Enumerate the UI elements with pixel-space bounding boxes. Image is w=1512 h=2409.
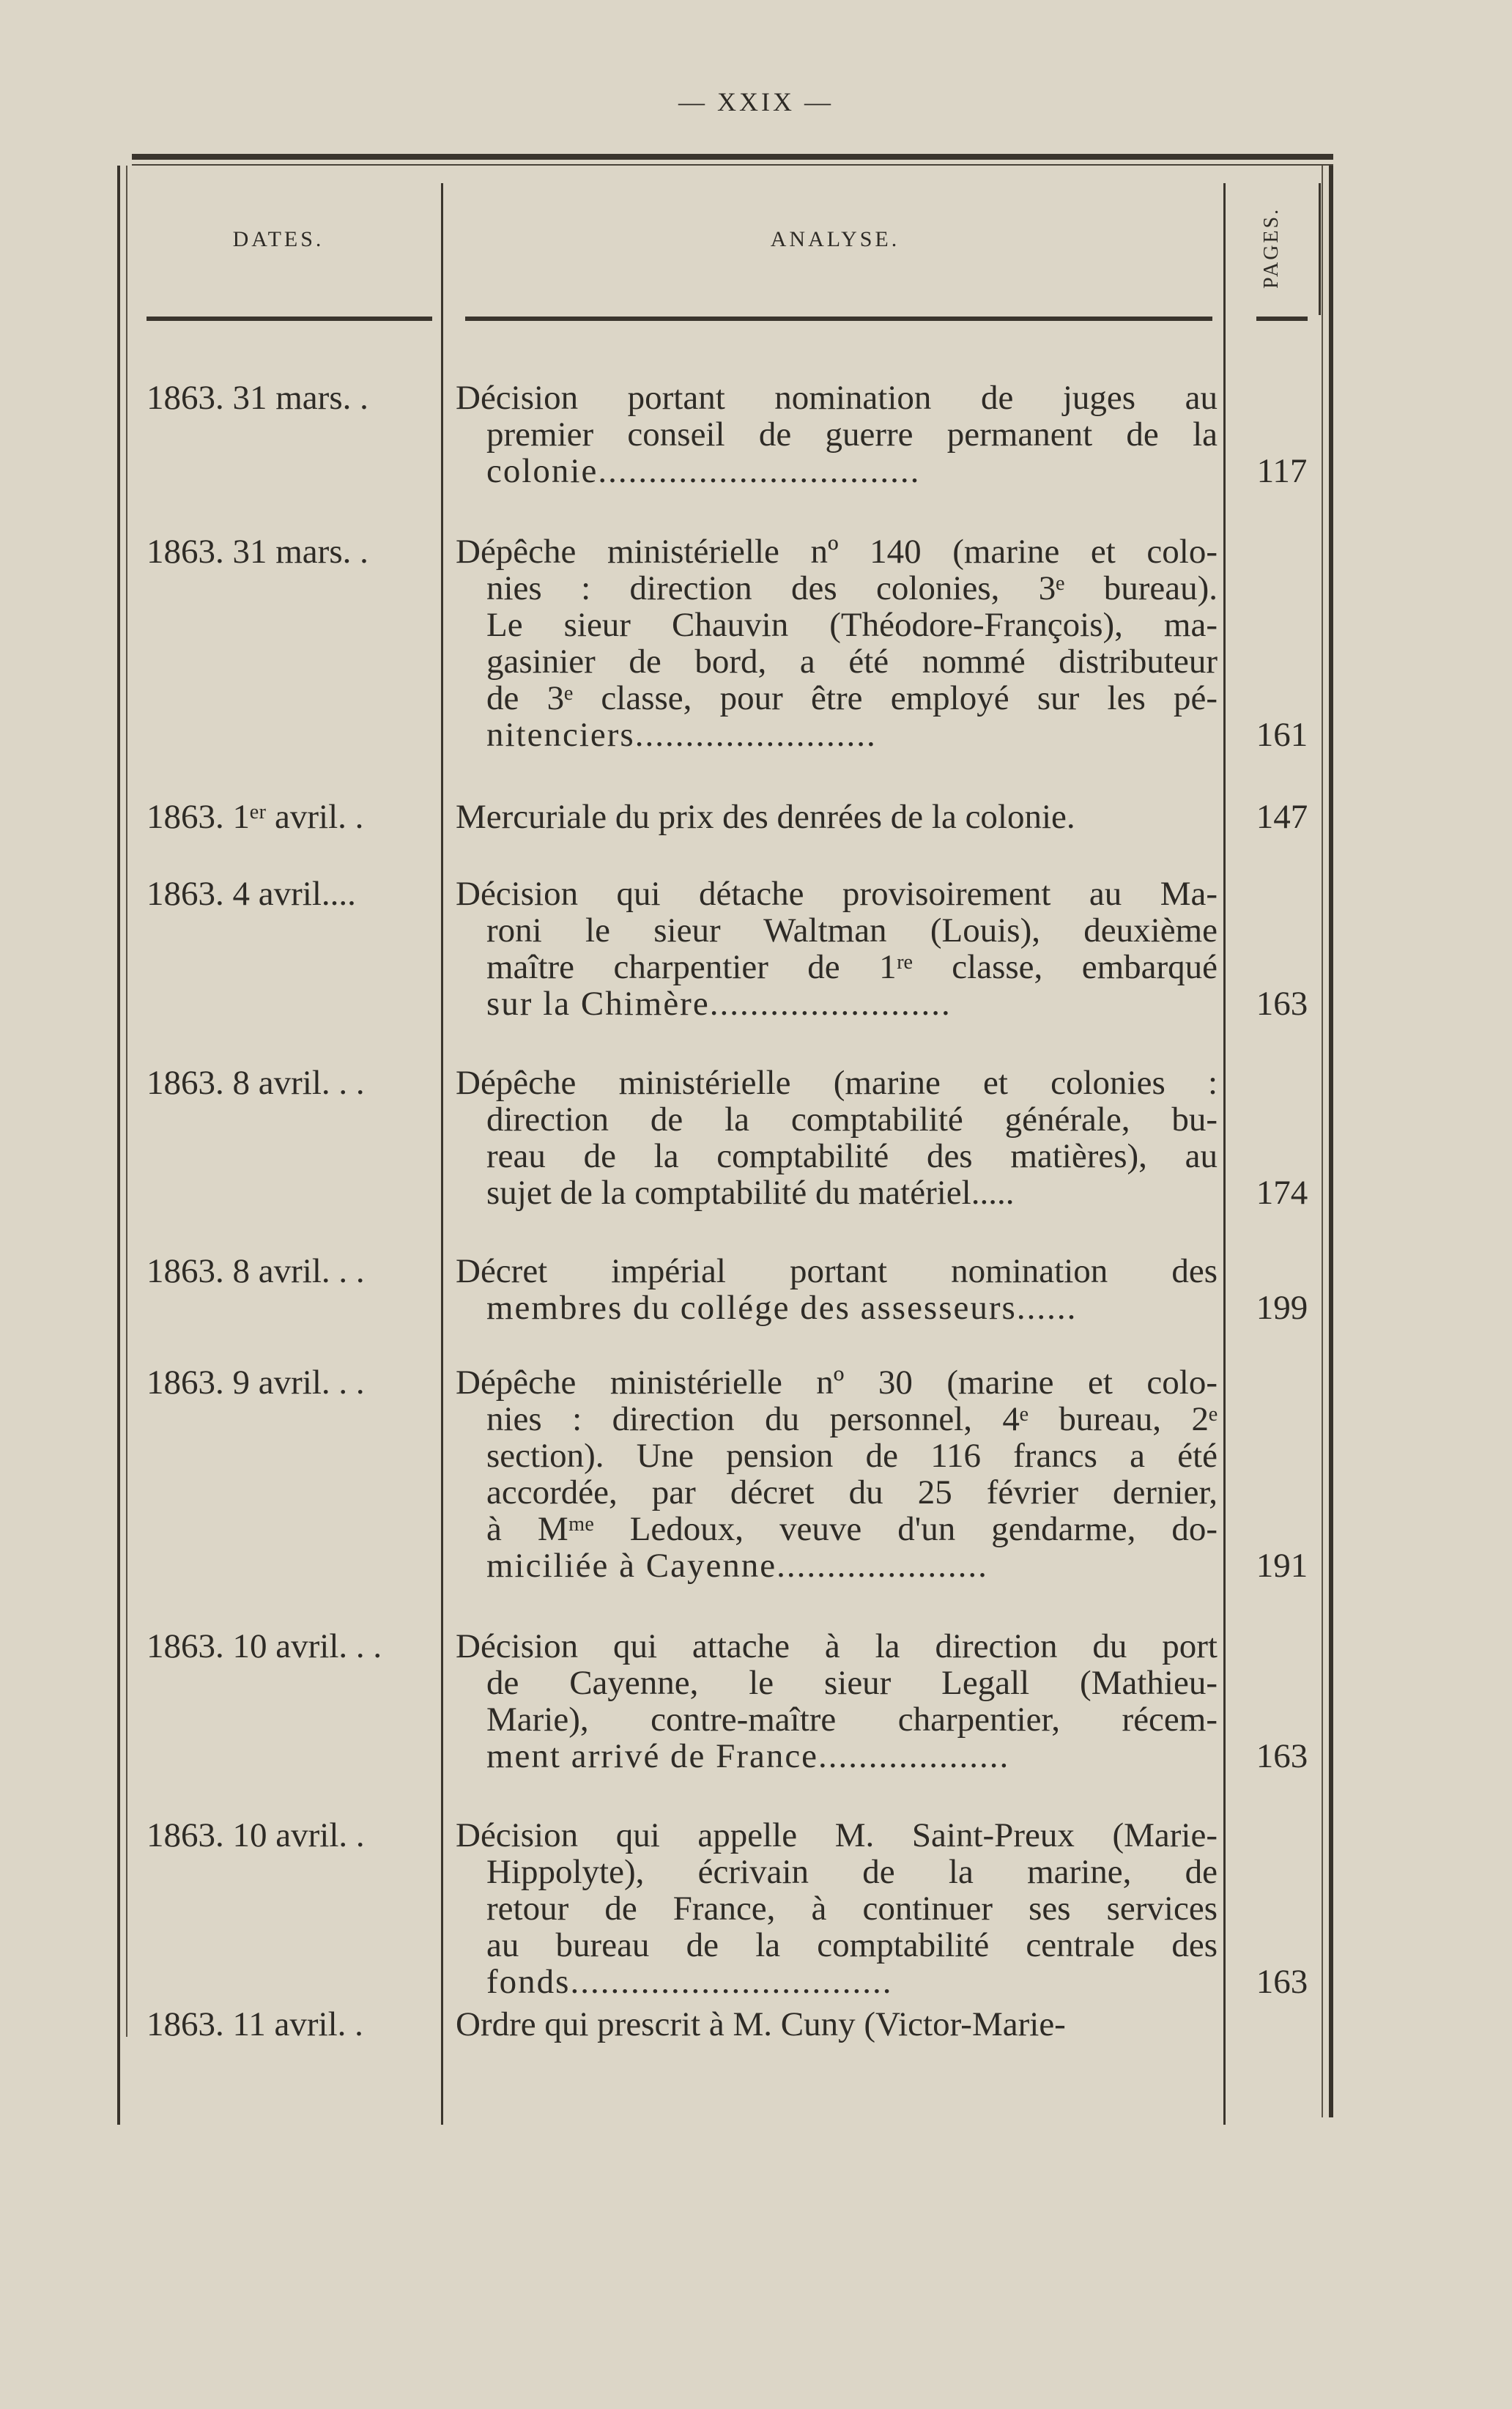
- entry-date: 1863. 10 avril. . .: [147, 1627, 382, 1665]
- table-left-border: [117, 166, 120, 2125]
- analysis-line: sur la Chimère........................: [486, 985, 952, 1023]
- analysis-line: membres du collége des assesseurs......: [486, 1289, 1078, 1327]
- analysis-line: nies : direction du personnel, 4ᵉ bureau, 2ᵉ: [486, 1400, 1218, 1438]
- table-top-rule: [132, 154, 1333, 160]
- entry-analysis: [456, 533, 1218, 753]
- header-analyse: ANALYSE.: [770, 227, 900, 251]
- analysis-line: Marie), contre-maître charpentier, récem-: [486, 1701, 1218, 1739]
- entry-analysis: [456, 2006, 1218, 2043]
- entry-page-number: 199: [1256, 1289, 1308, 1327]
- analysis-line: accordée, par décret du 25 février dernier,: [486, 1473, 1218, 1511]
- entry-analysis: [456, 1817, 1218, 2000]
- analysis-line: colonie................................: [486, 452, 921, 490]
- analysis-line: roni le sieur Waltman (Louis), deuxième: [486, 911, 1218, 950]
- entry-date: 1863. 31 mars. .: [147, 533, 368, 571]
- analysis-line: sujet de la comptabilité du matériel.....: [486, 1174, 1015, 1212]
- analysis-line: Hippolyte), écrivain de la marine, de: [486, 1853, 1218, 1891]
- analysis-line: direction de la comptabilité générale, bu-: [486, 1100, 1218, 1139]
- entry-page-number: 147: [1256, 798, 1308, 836]
- entry-date: 1863. 8 avril. . .: [147, 1252, 365, 1290]
- analysis-line: Décision portant nomination de juges au: [456, 379, 1218, 417]
- entry-date: 1863. 10 avril. .: [147, 1816, 365, 1854]
- entry-date: 1863. 11 avril. .: [147, 2005, 363, 2043]
- header-pages: PAGES.: [1260, 207, 1283, 289]
- analysis-line: maître charpentier de 1ʳᵉ classe, embarqué: [486, 948, 1218, 986]
- entry-date: 1863. 9 avril. . .: [147, 1363, 365, 1402]
- entry-page-number: 163: [1256, 1737, 1308, 1775]
- table-right-border: [1329, 166, 1333, 2117]
- entry-page-number: 161: [1256, 716, 1308, 754]
- analysis-line: au bureau de la comptabilité centrale des: [486, 1926, 1218, 1964]
- analysis-line: Dépêche ministérielle nº 30 (marine et colo-: [456, 1363, 1218, 1402]
- analysis-line: Dépêche ministérielle (marine et colonies :: [456, 1064, 1218, 1102]
- entry-analysis: [456, 1065, 1218, 1211]
- analysis-line: fonds................................: [486, 1963, 893, 2001]
- analysis-line: de 3ᵉ classe, pour être employé sur les pé-: [486, 679, 1218, 717]
- page-number: — XXIX —: [678, 87, 834, 116]
- entry-page-number: 163: [1256, 985, 1308, 1023]
- analysis-line: gasinier de bord, a été nommé distributeur: [486, 643, 1218, 681]
- column-divider-analyse: [1223, 183, 1226, 2125]
- analysis-line: de Cayenne, le sieur Legall (Mathieu-: [486, 1664, 1218, 1702]
- analysis-line: Décret impérial portant nomination des: [456, 1252, 1218, 1290]
- analysis-line: ment arrivé de France...................: [486, 1737, 1010, 1775]
- entry-page-number: 174: [1256, 1174, 1308, 1212]
- column-divider-pages: [1319, 183, 1321, 315]
- column-divider-dates: [441, 183, 443, 2125]
- entry-analysis: [456, 876, 1218, 1022]
- analysis-line: Dépêche ministérielle nº 140 (marine et colo-: [456, 533, 1218, 571]
- analysis-line: Décision qui attache à la direction du port: [456, 1627, 1218, 1665]
- header-dates: DATES.: [232, 227, 325, 251]
- header-rule-dates: [147, 317, 432, 321]
- entry-analysis: [456, 1364, 1218, 1584]
- table-top-rule-thin: [132, 164, 1333, 166]
- header-rule-analyse: [465, 317, 1212, 321]
- entry-analysis: [456, 380, 1218, 489]
- analysis-line: nies : direction des colonies, 3ᵉ bureau).: [486, 569, 1218, 607]
- analysis-line: miciliée à Cayenne.....................: [486, 1547, 988, 1585]
- analysis-line: Mercuriale du prix des denrées de la colonie.: [456, 798, 1075, 836]
- entry-date: 1863. 4 avril....: [147, 875, 356, 913]
- entry-page-number: 191: [1256, 1547, 1308, 1585]
- entry-page-number: 117: [1256, 452, 1308, 490]
- analysis-line: reau de la comptabilité des matières), au: [486, 1137, 1218, 1175]
- analysis-line: Le sieur Chauvin (Théodore-François), ma-: [486, 606, 1218, 644]
- analysis-line: premier conseil de guerre permanent de la: [486, 415, 1218, 454]
- entry-date: 1863. 31 mars. .: [147, 379, 368, 417]
- entry-date: 1863. 1ᵉʳ avril. .: [147, 798, 364, 836]
- analysis-line: retour de France, à continuer ses services: [486, 1890, 1218, 1928]
- analysis-line: nitenciers........................: [486, 716, 877, 754]
- analysis-line: Décision qui appelle M. Saint-Preux (Marie-: [456, 1816, 1218, 1854]
- entry-date: 1863. 8 avril. . .: [147, 1064, 365, 1102]
- register-table: [117, 154, 1333, 2125]
- entry-analysis: [456, 1628, 1218, 1775]
- entry-analysis: [456, 799, 1218, 835]
- entry-page-number: 163: [1256, 1963, 1308, 2001]
- header-rule-pages: [1256, 317, 1308, 321]
- analysis-line: à Mᵐᵉ Ledoux, veuve d'un gendarme, do-: [486, 1510, 1218, 1548]
- table-right-border-thin: [1322, 166, 1323, 2117]
- analysis-line: Ordre qui prescrit à M. Cuny (Victor-Marie-: [456, 2005, 1066, 2043]
- entry-analysis: [456, 1253, 1218, 1326]
- analysis-line: section). Une pension de 116 francs a été: [486, 1437, 1218, 1475]
- analysis-line: Décision qui détache provisoirement au Ma-: [456, 875, 1218, 913]
- table-left-border-thin: [126, 166, 127, 2037]
